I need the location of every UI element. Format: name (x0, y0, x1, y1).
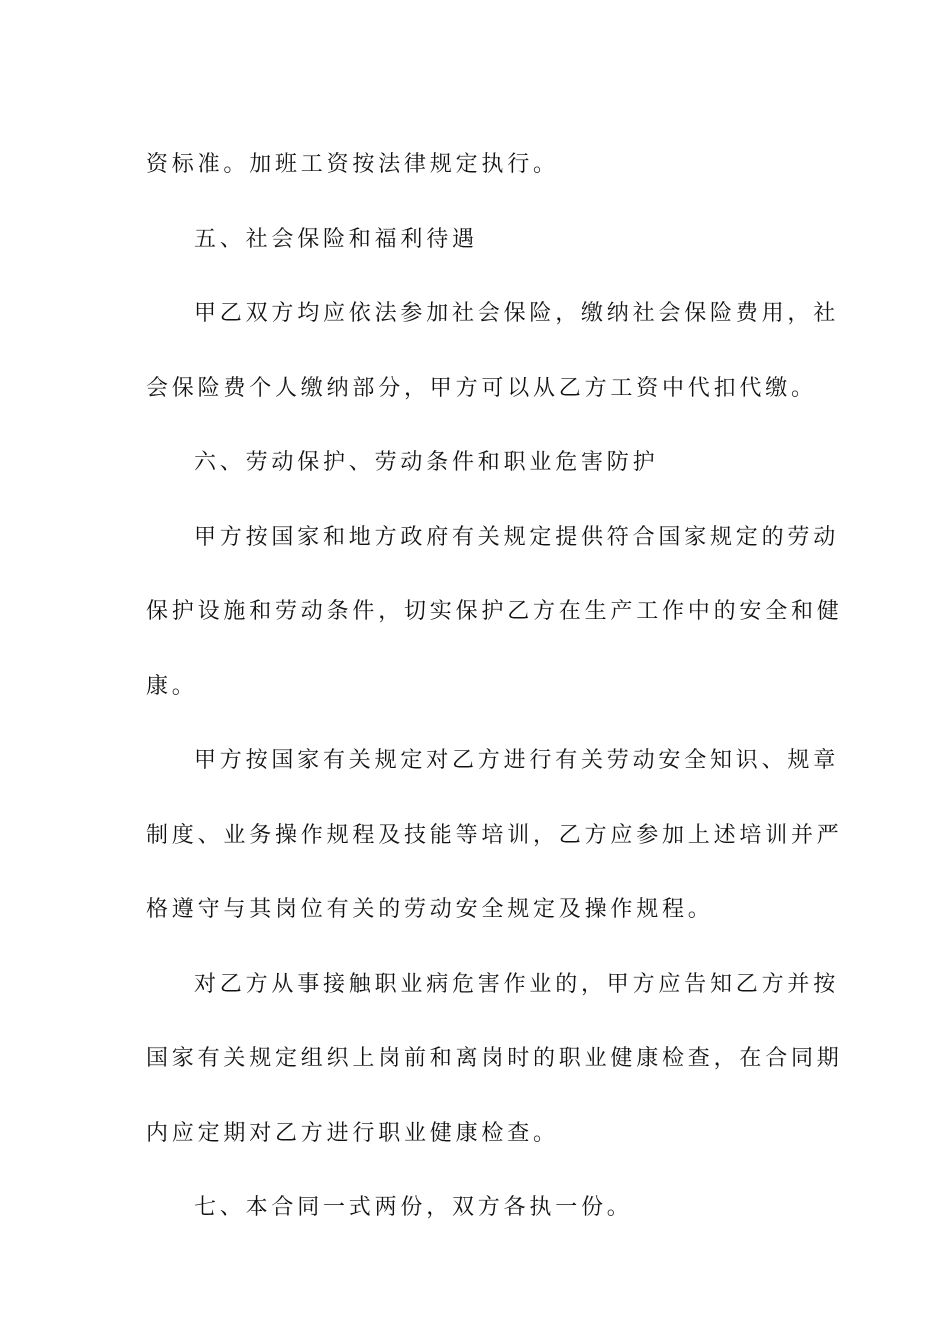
text-line: 甲乙双方均应依法参加社会保险，缴纳社会保险费用，社 (194, 301, 840, 326)
text-line: 康。 (146, 673, 198, 699)
document-body (146, 128, 843, 1246)
text-line: 会保险费个人缴纳部分，甲方可以从乙方工资中代扣代缴。 (146, 375, 817, 401)
text-line: 甲方按国家和地方政府有关规定提供符合国家规定的劳动 (194, 524, 840, 550)
text-line: 保护设施和劳动条件，切实保护乙方在生产工作中的安全和健 (146, 599, 843, 624)
text-line: 资标准。加班工资按法律规定执行。 (146, 152, 559, 177)
section-heading-5 (146, 203, 804, 278)
text-line: 六、劳动保护、劳动条件和职业危害防护 (194, 450, 659, 475)
text-line: 对乙方从事接触职业病危害作业的，甲方应告知乙方并按 (194, 971, 840, 997)
paragraph-health-check (146, 948, 843, 1172)
section-heading-6 (146, 426, 804, 501)
paragraph-social-insurance (146, 277, 840, 426)
section-heading-7 (146, 1171, 804, 1246)
text-line: 内应定期对乙方进行职业健康检查。 (146, 1120, 559, 1146)
text-line: 格遵守与其岗位有关的劳动安全规定及操作规程。 (146, 897, 714, 922)
paragraph-protection (146, 501, 843, 725)
text-line: 制度、业务操作规程及技能等培训，乙方应参加上述培训并严 (146, 822, 843, 848)
text-line: 甲方按国家有关规定对乙方进行有关劳动安全知识、规章 (194, 748, 840, 773)
text-line: 七、本合同一式两份，双方各执一份。 (194, 1195, 633, 1220)
text-line: 国家有关规定组织上岗前和离岗时的职业健康检查，在合同期 (146, 1046, 843, 1071)
paragraph-1 (146, 128, 804, 203)
paragraph-training (146, 724, 843, 948)
text-line: 五、社会保险和福利待遇 (194, 226, 478, 252)
